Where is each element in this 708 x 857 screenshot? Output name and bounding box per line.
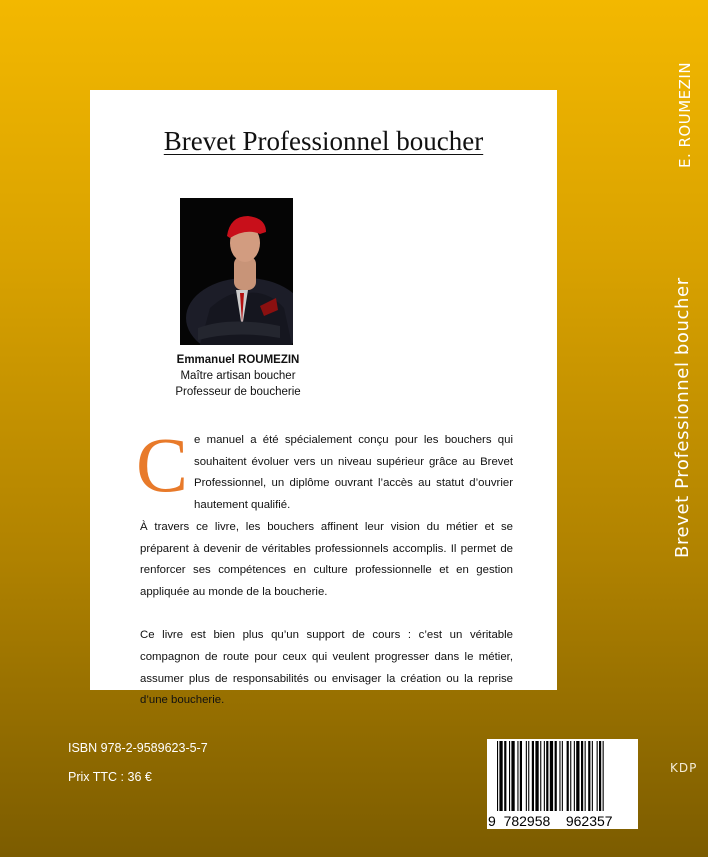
- paragraph: Ce livre est bien plus qu’un support de cours : c’est un véritable compagnon de route pour ceux qui veulent progresser dans le métier, assumer plus de responsabilités ou envisager la création ou la reprise d’une boucherie.: [140, 629, 513, 707]
- author-role: Maître artisan boucher: [180, 370, 296, 382]
- author-photo: [180, 198, 293, 345]
- author-caption: [150, 352, 326, 400]
- barcode: [487, 739, 638, 829]
- price: Prix TTC : 36 €: [68, 770, 152, 784]
- dropcap: C: [136, 421, 189, 508]
- author-name: Emmanuel ROUMEZIN: [176, 354, 300, 366]
- description: [136, 421, 513, 712]
- isbn: ISBN 978-2-9589623-5-7: [68, 741, 208, 755]
- paragraph: e manuel a été spécialement conçu pour les bouchers qui souhaitent évoluer vers un niveau supérieur grâce au Brevet Professionnel, un diplôme ouvrant l’accès au statut d’ouvrier hautement qualifié.: [194, 434, 513, 512]
- publisher-label: KDP: [670, 761, 698, 775]
- paragraph: À travers ce livre, les bouchers affinent leur vision du métier et se préparent à devenir de véritables professionnels accomplis. Il permet de renforcer ses compétences en culture professionnelle et en gestion appliquée au monde de la boucherie.: [140, 520, 513, 598]
- back-cover-panel: [90, 90, 557, 707]
- author-role: Professeur de boucherie: [175, 386, 301, 398]
- barcode-digits: 9 782958 962357: [488, 813, 613, 829]
- spine-title: Brevet Professionnel boucher: [672, 277, 693, 558]
- spine-author: E. ROUMEZIN: [676, 61, 694, 168]
- book-title: Brevet Professionnel boucher: [163, 126, 484, 156]
